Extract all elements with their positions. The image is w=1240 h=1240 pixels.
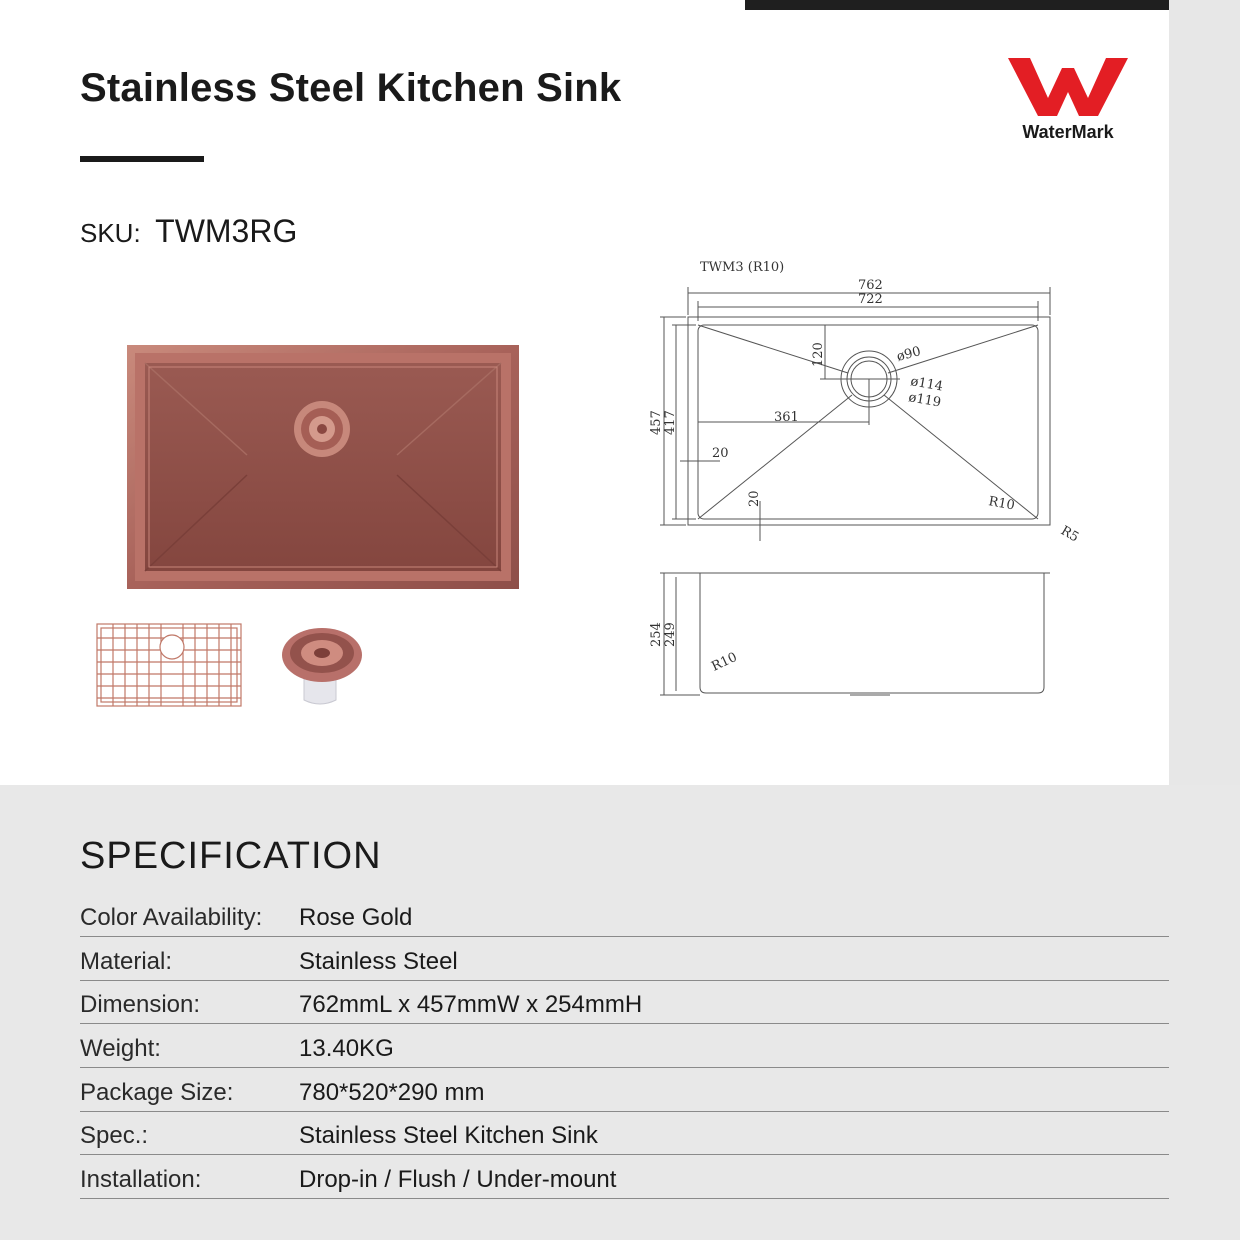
spec-value: Stainless Steel Kitchen Sink [299, 1122, 598, 1150]
strainer-photo [280, 620, 370, 710]
spec-label: Spec.: [80, 1122, 149, 1150]
spec-label: Dimension: [80, 991, 201, 1019]
dim-inner-length: 722 [858, 292, 883, 307]
dim-drain-d1: ø90 [895, 344, 923, 365]
spec-value: Drop-in / Flush / Under-mount [299, 1166, 617, 1194]
technical-drawing [640, 255, 1090, 705]
sink-photo [127, 345, 519, 589]
spec-row-package-size [80, 1068, 1169, 1112]
dim-flange-side: 20 [712, 446, 729, 461]
dim-drain-d2: ø114 [909, 374, 945, 395]
dim-corner-inner: R10 [987, 494, 1016, 514]
spec-row-weight [80, 1024, 1169, 1068]
dim-outer-width: 457 [649, 410, 664, 435]
sku-value: TWM3RG [155, 213, 298, 249]
dim-outer-length: 762 [858, 278, 883, 293]
spec-value: 762mmL x 457mmW x 254mmH [299, 991, 643, 1019]
dim-drain-offset-side: 361 [774, 410, 799, 425]
dim-depth-corner: R10 [709, 649, 740, 675]
spec-row-spec [80, 1112, 1169, 1156]
title-underline [80, 156, 204, 162]
page-title: Stainless Steel Kitchen Sink [80, 66, 622, 110]
watermark-w-icon [1003, 54, 1133, 120]
spec-row-material [80, 937, 1169, 981]
dim-depth-inner: 249 [663, 622, 678, 647]
spec-value: 780*520*290 mm [299, 1078, 485, 1106]
grid-rack-photo [95, 620, 243, 710]
spec-value: Rose Gold [299, 904, 413, 931]
spec-value: 13.40KG [299, 1035, 394, 1063]
spec-label: Weight: [80, 1035, 161, 1063]
dim-flange-bottom: 20 [747, 490, 762, 507]
spec-row-installation [80, 1155, 1169, 1199]
spec-label: Material: [80, 947, 173, 975]
spec-label: Color Availability: [80, 904, 263, 931]
sku-line [80, 213, 297, 250]
dim-inner-width: 417 [663, 410, 678, 435]
watermark-logo-text: WaterMark [1022, 122, 1114, 142]
spec-row-dimension [80, 981, 1169, 1025]
spec-table [80, 895, 1169, 1199]
spec-row-color [80, 895, 1169, 937]
spec-label: Installation: [80, 1166, 202, 1194]
top-accent-bar [745, 0, 1240, 10]
specification-section [0, 785, 1240, 1240]
spec-label: Package Size: [80, 1078, 234, 1106]
dim-corner-outer: R5 [1058, 523, 1082, 546]
watermark-logo [1003, 54, 1133, 146]
sku-label: SKU: [80, 218, 141, 248]
dim-drain-offset-top: 120 [811, 342, 826, 367]
spec-title: SPECIFICATION [80, 835, 382, 877]
spec-value: Stainless Steel [299, 947, 458, 975]
dim-drain-d3: ø119 [907, 390, 943, 411]
dim-depth-outer: 254 [649, 622, 664, 647]
right-grey-strip [1169, 0, 1240, 785]
drawing-model-label: TWM3 (R10) [700, 260, 785, 275]
